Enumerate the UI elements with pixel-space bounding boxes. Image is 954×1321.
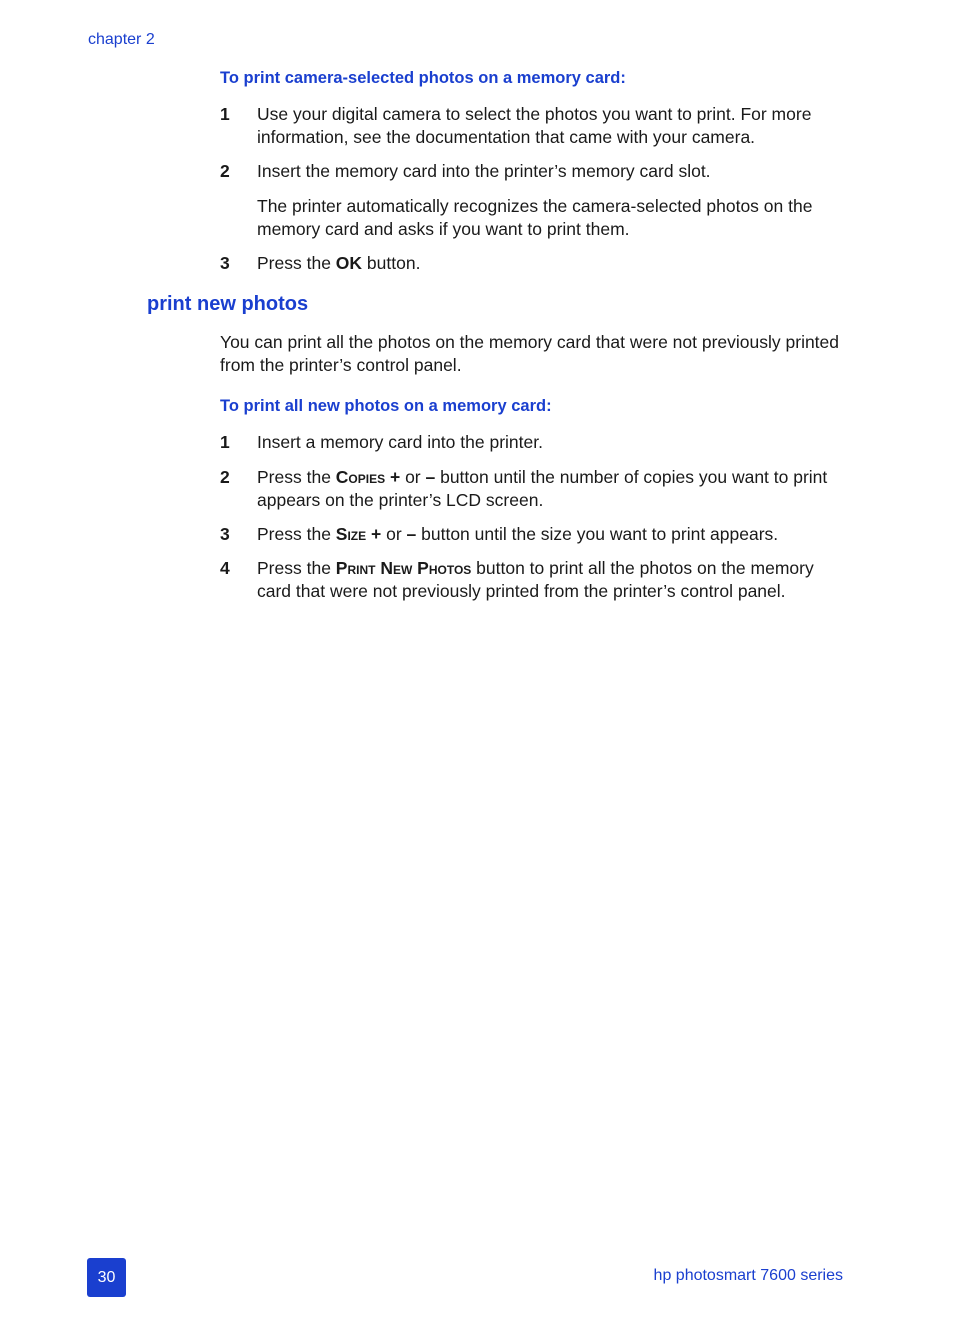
- list-item: [220, 431, 845, 454]
- ok-button-label: OK: [335, 253, 363, 273]
- step-text: Press the Copies + or – button until the number of copies you want to print appears on the printer’s LCD screen.: [257, 467, 828, 510]
- step-number: 3: [220, 253, 230, 273]
- step-text: Insert a memory card into the printer.: [257, 432, 543, 452]
- size-plus-button-label: Size +: [335, 524, 382, 544]
- step-text: Press the Size + or – button until the size you want to print appears.: [257, 524, 779, 544]
- list-item: [220, 160, 845, 183]
- procedure-title-new-photos: To print all new photos on a memory card:: [220, 397, 552, 415]
- step-number: 2: [220, 161, 230, 181]
- step-text: Insert the memory card into the printer’s memory card slot.: [257, 161, 711, 181]
- step-number: 4: [220, 558, 230, 578]
- step-number: 1: [220, 104, 230, 124]
- step-text: Press the Print New Photos button to print all the photos on the memory card that were not previously printed from the printer’s control panel.: [257, 558, 814, 601]
- section-intro: You can print all the photos on the memory card that were not previously printed from the printer’s control panel.: [220, 332, 840, 375]
- step-number: 1: [220, 432, 230, 452]
- list-item: [220, 103, 845, 149]
- chapter-label: chapter 2: [88, 31, 155, 48]
- step-text: Use your digital camera to select the photos you want to print. For more information, see the documentation that came with your camera.: [257, 104, 812, 147]
- list-item: [220, 466, 845, 512]
- step-note: The printer automatically recognizes the camera-selected photos on the memory card and asks if you want to print them.: [257, 196, 813, 239]
- minus-button-label: –: [406, 524, 417, 544]
- section-heading: print new photos: [147, 293, 309, 315]
- step-number: 3: [220, 524, 230, 544]
- copies-plus-button-label: Copies +: [335, 467, 401, 487]
- step-number: 2: [220, 467, 230, 487]
- minus-button-label: –: [425, 467, 436, 487]
- product-name: hp photosmart 7600 series: [653, 1267, 843, 1284]
- print-new-photos-button-label: Print New Photos: [335, 558, 472, 578]
- step-text: Press the OK button.: [257, 253, 421, 273]
- procedure-title-camera-selected: To print camera-selected photos on a memory card:: [220, 69, 626, 87]
- list-item: [220, 523, 845, 546]
- list-item: [220, 252, 845, 275]
- page-number: 30: [87, 1258, 126, 1297]
- list-item: [220, 557, 845, 603]
